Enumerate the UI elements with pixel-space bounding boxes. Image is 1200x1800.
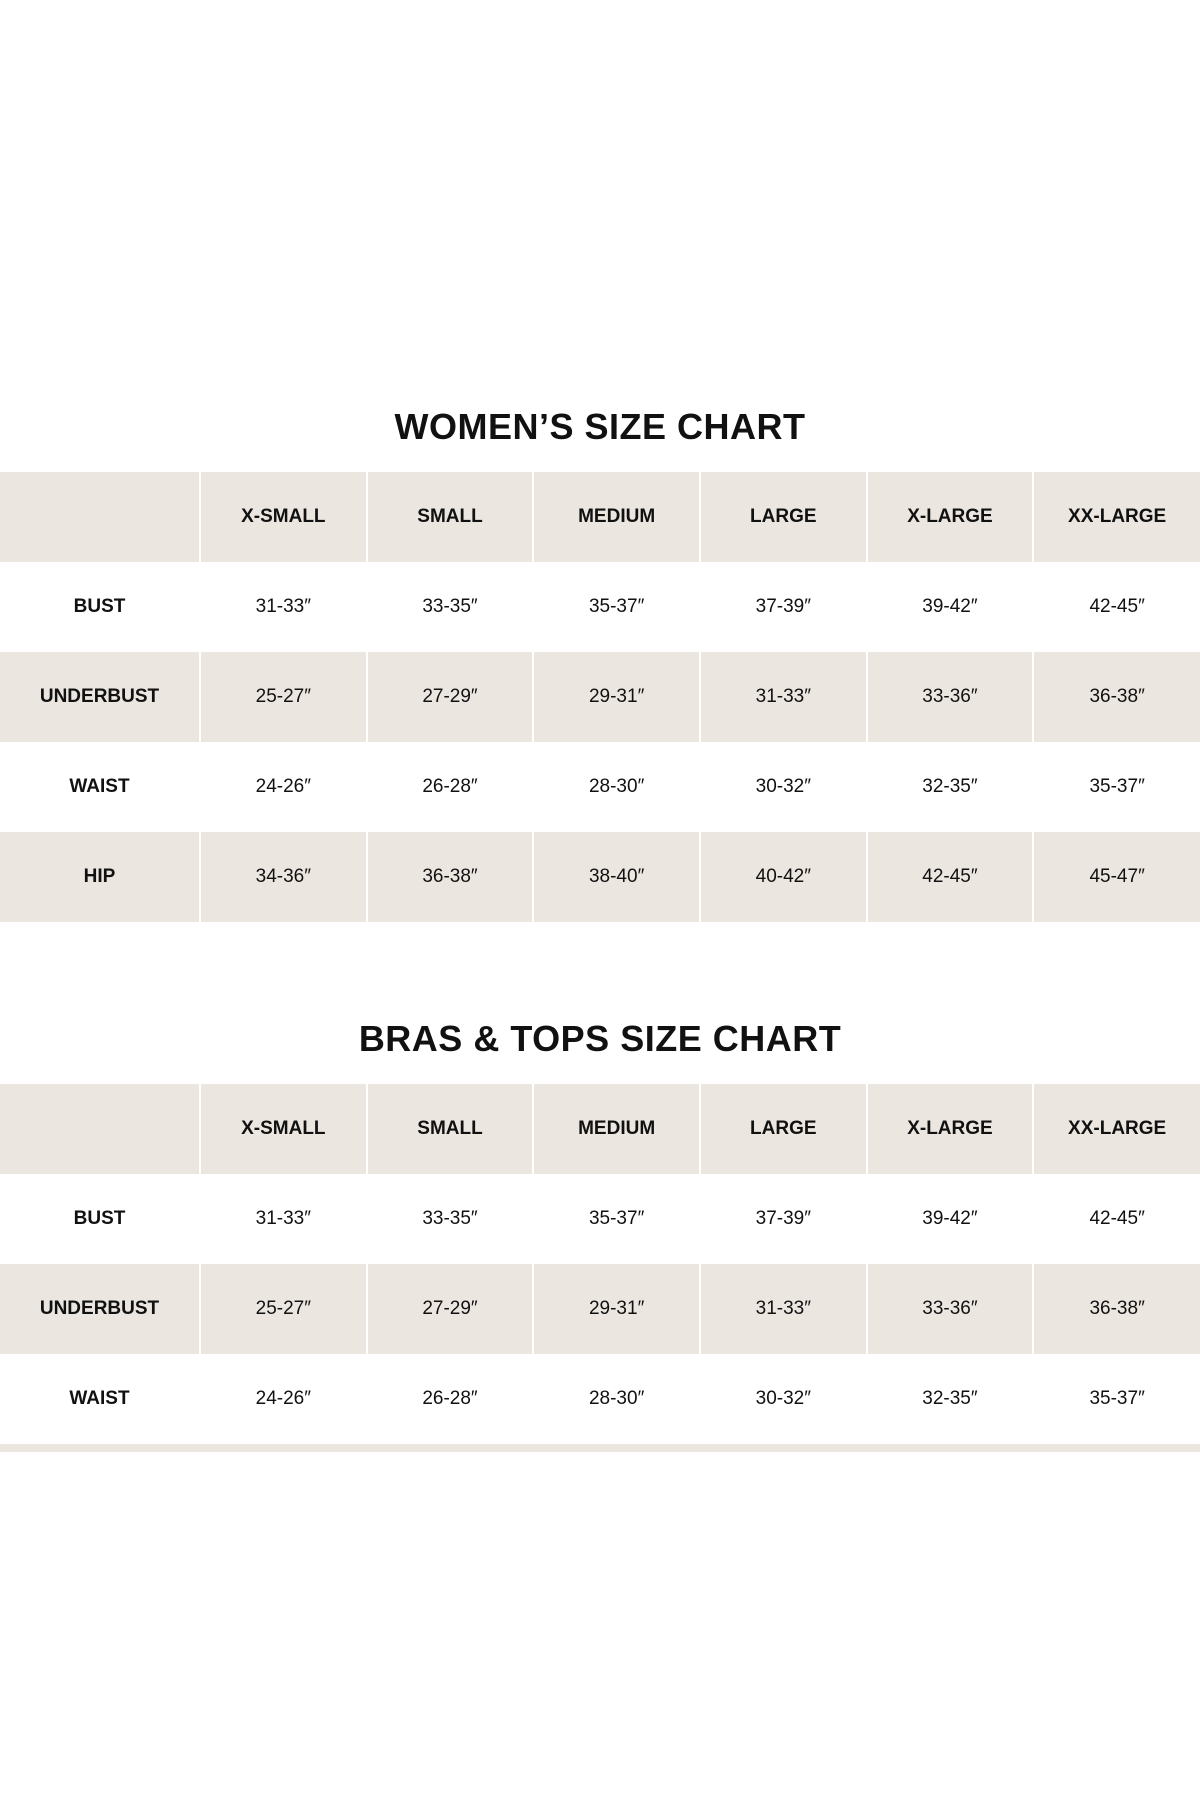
table-cell: 24-26″ xyxy=(200,742,367,832)
table-cell: 45-47″ xyxy=(1033,832,1200,922)
table-cell: 42-45″ xyxy=(867,832,1034,922)
table-cell: 28-30″ xyxy=(533,742,700,832)
row-label: HIP xyxy=(0,832,200,922)
table-cell: 35-37″ xyxy=(1033,1354,1200,1444)
table-cell: 36-38″ xyxy=(1033,1264,1200,1354)
table-cell: 32-35″ xyxy=(867,1354,1034,1444)
table-cell: 24-26″ xyxy=(200,1354,367,1444)
table-cell: 31-33″ xyxy=(700,1264,867,1354)
column-header: SMALL xyxy=(367,472,534,562)
table-cell: 42-45″ xyxy=(1033,1174,1200,1264)
row-label: WAIST xyxy=(69,776,130,797)
row-label: WAIST xyxy=(69,1388,130,1409)
column-header: XX-LARGE xyxy=(1033,1084,1200,1174)
table-cell: 34-36″ xyxy=(200,832,367,922)
row-label: BUST xyxy=(73,1208,126,1229)
table-cell: 25-27″ xyxy=(200,1264,367,1354)
table-cell: 33-35″ xyxy=(367,562,534,652)
header-corner-cell xyxy=(0,472,200,562)
table-cell: 27-29″ xyxy=(367,652,534,742)
table-cell: 30-32″ xyxy=(700,1354,867,1444)
table-cell: 33-36″ xyxy=(867,652,1034,742)
table-row xyxy=(0,652,1200,742)
column-header: MEDIUM xyxy=(533,1084,700,1174)
table-cell: 26-28″ xyxy=(367,1354,534,1444)
table-cell: 38-40″ xyxy=(533,832,700,922)
table-cell: 25-27″ xyxy=(200,652,367,742)
table-row xyxy=(0,1264,1200,1354)
column-header: X-SMALL xyxy=(200,1084,367,1174)
table-cell: 36-38″ xyxy=(367,832,534,922)
table-cell: 30-32″ xyxy=(700,742,867,832)
table-cell: 26-28″ xyxy=(367,742,534,832)
table-cell: 29-31″ xyxy=(533,652,700,742)
table-header-row xyxy=(0,472,1200,562)
table-cell: 27-29″ xyxy=(367,1264,534,1354)
bras-tops-size-table xyxy=(0,1084,1200,1444)
column-header: LARGE xyxy=(700,1084,867,1174)
column-header: X-LARGE xyxy=(867,1084,1034,1174)
table-row xyxy=(0,832,1200,922)
column-header: XX-LARGE xyxy=(1033,472,1200,562)
table-cell: 28-30″ xyxy=(533,1354,700,1444)
womens-size-chart-title: WOMEN’S SIZE CHART xyxy=(394,406,806,447)
table-cell: 35-37″ xyxy=(533,562,700,652)
table-bottom-divider xyxy=(0,1444,1200,1452)
table-row xyxy=(0,1174,1200,1264)
table-cell: 32-35″ xyxy=(867,742,1034,832)
table-cell: 31-33″ xyxy=(200,562,367,652)
table-cell: 40-42″ xyxy=(700,832,867,922)
table-cell: 29-31″ xyxy=(533,1264,700,1354)
column-header: MEDIUM xyxy=(533,472,700,562)
bras-tops-size-chart-title: BRAS & TOPS SIZE CHART xyxy=(358,1018,842,1059)
column-header: X-LARGE xyxy=(867,472,1034,562)
table-cell: 39-42″ xyxy=(867,562,1034,652)
table-row xyxy=(0,1354,1200,1444)
table-row xyxy=(0,562,1200,652)
row-label: UNDERBUST xyxy=(0,1264,200,1354)
table-cell: 36-38″ xyxy=(1033,652,1200,742)
table-cell: 35-37″ xyxy=(533,1174,700,1264)
table-cell: 39-42″ xyxy=(867,1174,1034,1264)
table-row xyxy=(0,742,1200,832)
row-label: BUST xyxy=(73,596,126,617)
table-cell: 42-45″ xyxy=(1033,562,1200,652)
column-header: LARGE xyxy=(700,472,867,562)
column-header: SMALL xyxy=(367,1084,534,1174)
womens-size-table xyxy=(0,472,1200,922)
table-cell: 33-36″ xyxy=(867,1264,1034,1354)
row-label: UNDERBUST xyxy=(0,652,200,742)
table-cell: 31-33″ xyxy=(700,652,867,742)
table-cell: 33-35″ xyxy=(367,1174,534,1264)
table-cell: 35-37″ xyxy=(1033,742,1200,832)
header-corner-cell xyxy=(0,1084,200,1174)
column-header: X-SMALL xyxy=(200,472,367,562)
table-cell: 31-33″ xyxy=(200,1174,367,1264)
table-header-row xyxy=(0,1084,1200,1174)
table-cell: 37-39″ xyxy=(700,562,867,652)
table-cell: 37-39″ xyxy=(700,1174,867,1264)
